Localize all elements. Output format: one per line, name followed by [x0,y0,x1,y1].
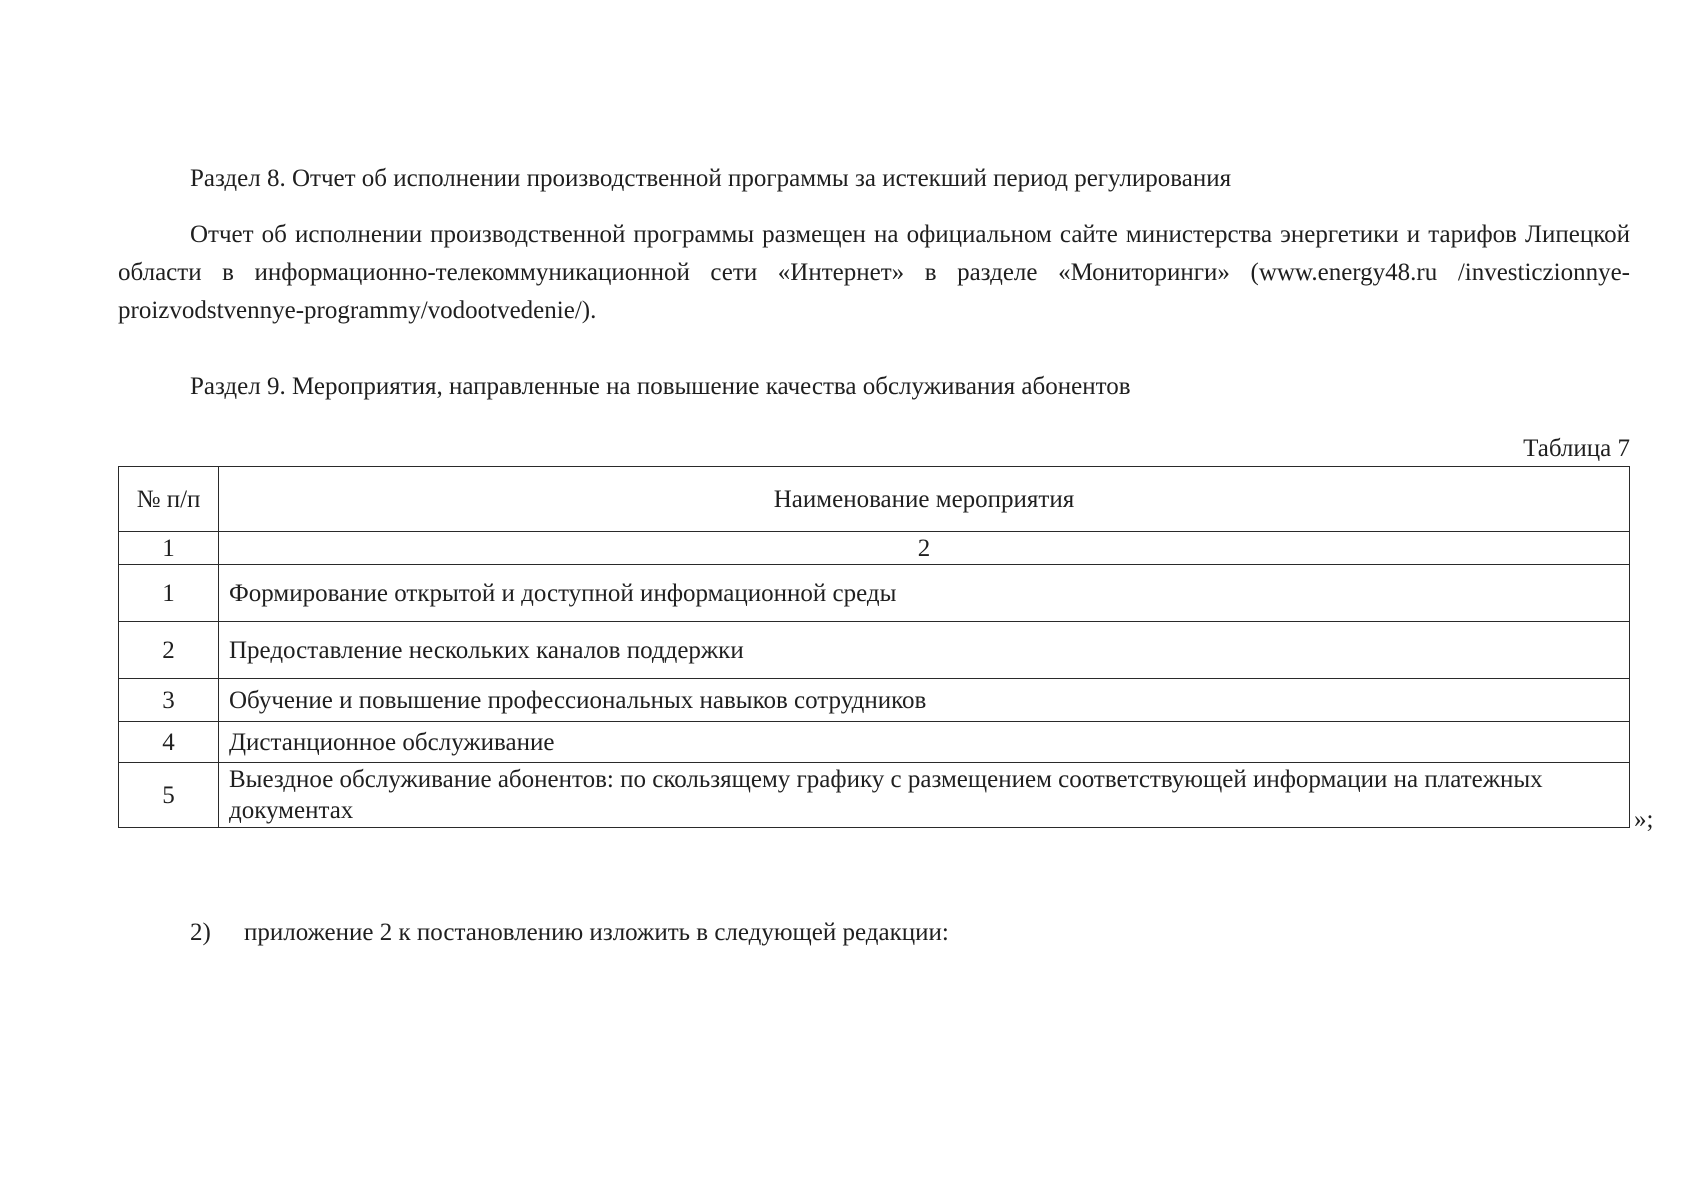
row-number: 2 [119,622,219,679]
section8-paragraph: Отчет об исполнении производственной программы размещен на официальном сайте министерства энергетики и тарифов Липецкой области в информационно-телекоммуникационной сети «Интернет» в разделе «Мониторинги» (www.energy48.ru /investiczionnye-proizvodstvennye-programmy/vodootvedenie/). [118,221,1630,324]
section9-heading: Раздел 9. Мероприятия, направленные на повышение качества обслуживания абонентов [190,373,1131,400]
item-2 [190,918,949,948]
table-row [119,722,1630,763]
row-measure-name: Дистанционное обслуживание [219,722,1630,763]
header-num-label: № п/п [136,485,201,513]
table-row [119,679,1630,722]
table-caption: Таблица 7 [1523,435,1630,462]
table-row [119,565,1630,622]
row-number: 4 [119,722,219,763]
row-number: 1 [119,565,219,622]
row-number: 5 [119,763,219,828]
table-header-row [119,467,1630,532]
closing-quote-mark: »; [1634,806,1654,833]
section8-heading: Раздел 8. Отчет об исполнении производственной программы за истекший период регулирования [190,165,1232,192]
measures-table [118,466,1630,828]
column-number-2: 2 [219,532,1630,565]
column-number-1: 1 [119,532,219,565]
table-row [119,763,1630,828]
item-2-text: приложение 2 к постановлению изложить в следующей редакции: [244,919,949,946]
row-measure-name: Обучение и повышение профессиональных навыков сотрудников [219,679,1630,722]
row-measure-name: Формирование открытой и доступной информационной среды [219,565,1630,622]
table-row [119,622,1630,679]
row-measure-name: Предоставление нескольких каналов поддержки [219,622,1630,679]
row-measure-name: Выездное обслуживание абонентов: по скользящему графику с размещением соответствующей информации на платежных документах [219,763,1630,828]
header-num-cell [119,467,219,532]
column-number-row [119,532,1630,565]
item-2-number: 2) [190,919,211,946]
header-name-label: Наименование мероприятия [773,485,1075,513]
row-number: 3 [119,679,219,722]
header-name-cell [219,467,1630,532]
